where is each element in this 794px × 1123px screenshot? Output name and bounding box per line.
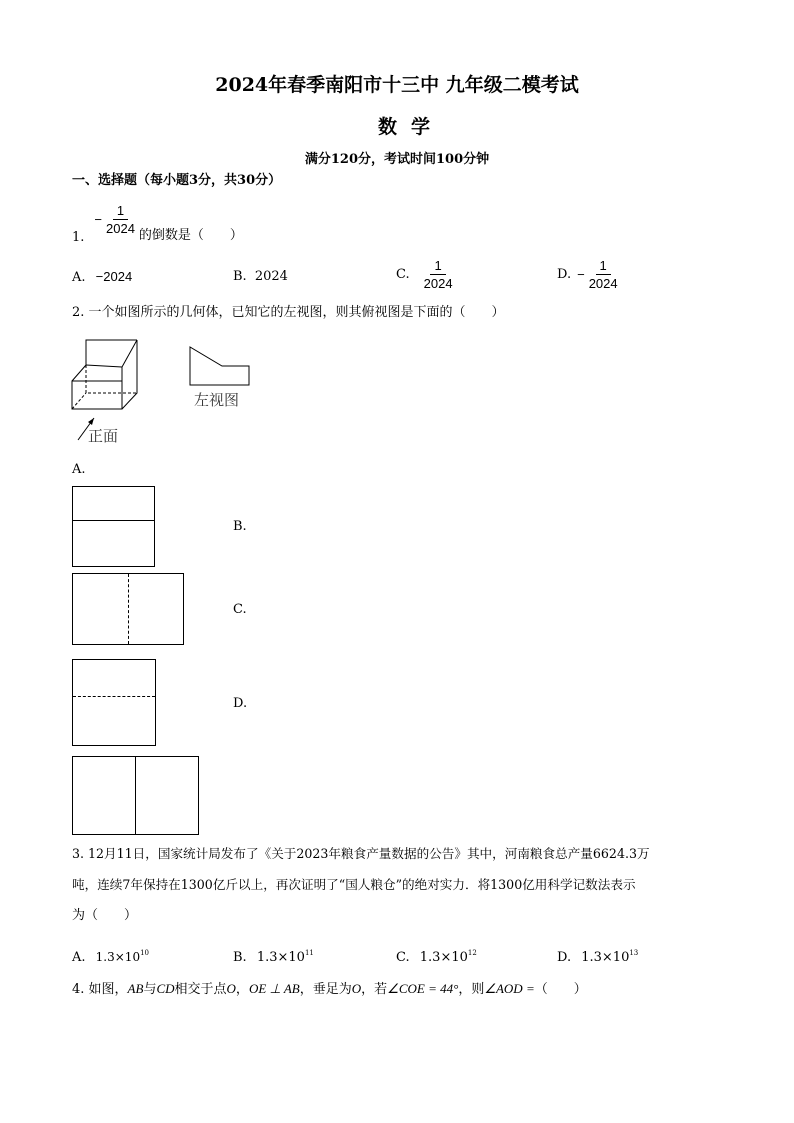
fraction <box>102 203 139 236</box>
section-heading: 一、选择题（每小题3分，共30分） <box>72 173 282 188</box>
question-2-text: 2. 一个如图所示的几何体，已知它的左视图，则其俯视图是下面的（ ） <box>72 305 505 320</box>
q4-text: ，若 <box>361 982 388 997</box>
option-label: A. <box>72 950 86 965</box>
q4-text: 4. 如图， <box>72 982 128 997</box>
exam-info: 满分120分，考试时间100分钟 <box>304 152 490 167</box>
q3-option-c <box>396 944 477 967</box>
slope-edge <box>122 340 137 381</box>
option-label: D. <box>557 266 572 282</box>
option-value: 2024 <box>254 269 288 284</box>
option-a <box>72 268 132 287</box>
segment-ab: AB <box>127 981 144 996</box>
question-3-line-3: 为（ ） <box>72 908 138 923</box>
fraction-denominator: 2024 <box>106 221 135 236</box>
option-base: 1.3×10 <box>256 950 305 965</box>
left-view-outline <box>190 347 249 385</box>
option-a-figure <box>72 486 155 567</box>
angle-coe-expression: ∠COE = 44° <box>387 981 459 996</box>
option-exponent: 11 <box>304 949 314 957</box>
fraction-denominator: 2024 <box>423 276 453 291</box>
option-d <box>557 258 622 291</box>
option-exponent: 10 <box>140 949 150 957</box>
top-edge <box>86 365 122 367</box>
fraction <box>420 258 457 291</box>
option-d-figure <box>72 756 199 835</box>
option-label: A. <box>72 270 86 285</box>
q4-text: ， <box>235 982 249 997</box>
q4-text: （ ） <box>534 982 587 997</box>
question-3-line-2: 吨，连续7年保持在1300亿斤以上，再次证明了“国人粮仓”的绝对实力．将1300亿用科学记数法表示 <box>72 877 636 892</box>
question-3-line-1: 3. 12月11日，国家统计局发布了《关于2023年粮食产量数据的公告》其中，河南粮食总产量6624.3万 <box>72 846 650 861</box>
q4-text: ，垂足为 <box>299 982 352 997</box>
subject-title: 数学 <box>377 116 444 138</box>
question-text: 的倒数是（ ） <box>138 228 243 243</box>
option-d-label: D. <box>233 696 248 711</box>
option-value: −2024 <box>95 269 133 284</box>
right-edges <box>122 340 137 409</box>
option-base: 1.3×10 <box>419 950 468 965</box>
option-base: 1.3×10 <box>95 950 141 964</box>
perpendicular-expression: OE ⊥ AB <box>248 981 300 996</box>
hidden-edge-diag <box>72 393 86 409</box>
negative-sign: − <box>577 266 585 282</box>
option-label: D. <box>557 950 572 965</box>
fraction-numerator: 1 <box>430 258 445 275</box>
question-4 <box>72 980 587 999</box>
dashed-horizontal-line <box>73 696 155 697</box>
point-o: O <box>226 981 236 996</box>
dashed-vertical-line <box>128 574 129 644</box>
option-b <box>233 268 288 286</box>
option-b-label: B. <box>233 519 247 534</box>
option-c-figure <box>72 659 156 746</box>
fraction-numerator: 1 <box>113 203 128 220</box>
segment-cd: CD <box>156 981 175 996</box>
option-label: C. <box>396 950 410 965</box>
left-view-figure <box>188 345 252 387</box>
horizontal-line <box>73 520 154 521</box>
option-a-label: A. <box>72 462 86 477</box>
vertical-line <box>135 757 136 834</box>
q3-option-a <box>72 944 149 967</box>
hidden-edges <box>86 365 137 393</box>
point-o: O <box>351 981 362 996</box>
q4-text: ，则 <box>458 982 485 997</box>
fraction <box>585 258 622 291</box>
front-label: 正面 <box>88 427 119 445</box>
option-exponent: 12 <box>467 949 477 957</box>
option-label: B. <box>233 950 247 965</box>
option-c <box>396 258 457 291</box>
negative-sign: − <box>94 212 102 227</box>
option-b-figure <box>72 573 184 645</box>
back-edges <box>72 340 137 381</box>
option-base: 1.3×10 <box>581 950 630 965</box>
q4-text: 与 <box>143 982 157 997</box>
left-view-label: 左视图 <box>194 391 240 409</box>
fraction-denominator: 2024 <box>588 276 618 291</box>
question-1 <box>72 203 243 247</box>
option-c-label: C. <box>233 602 247 617</box>
question-number: 1. <box>72 230 85 245</box>
angle-aod-expression: ∠AOD = <box>484 981 535 996</box>
q4-text: 相交于点 <box>174 982 227 997</box>
exam-title: 2024年春季南阳市十三中 九年级二模考试 <box>215 74 579 96</box>
q3-option-b <box>233 944 314 967</box>
front-face <box>72 381 122 409</box>
q3-option-d <box>557 944 638 967</box>
option-label: B. <box>233 269 247 284</box>
arrow-head-icon <box>88 418 94 425</box>
option-label: C. <box>396 266 410 282</box>
fraction-numerator: 1 <box>596 258 611 275</box>
option-exponent: 13 <box>629 949 639 957</box>
